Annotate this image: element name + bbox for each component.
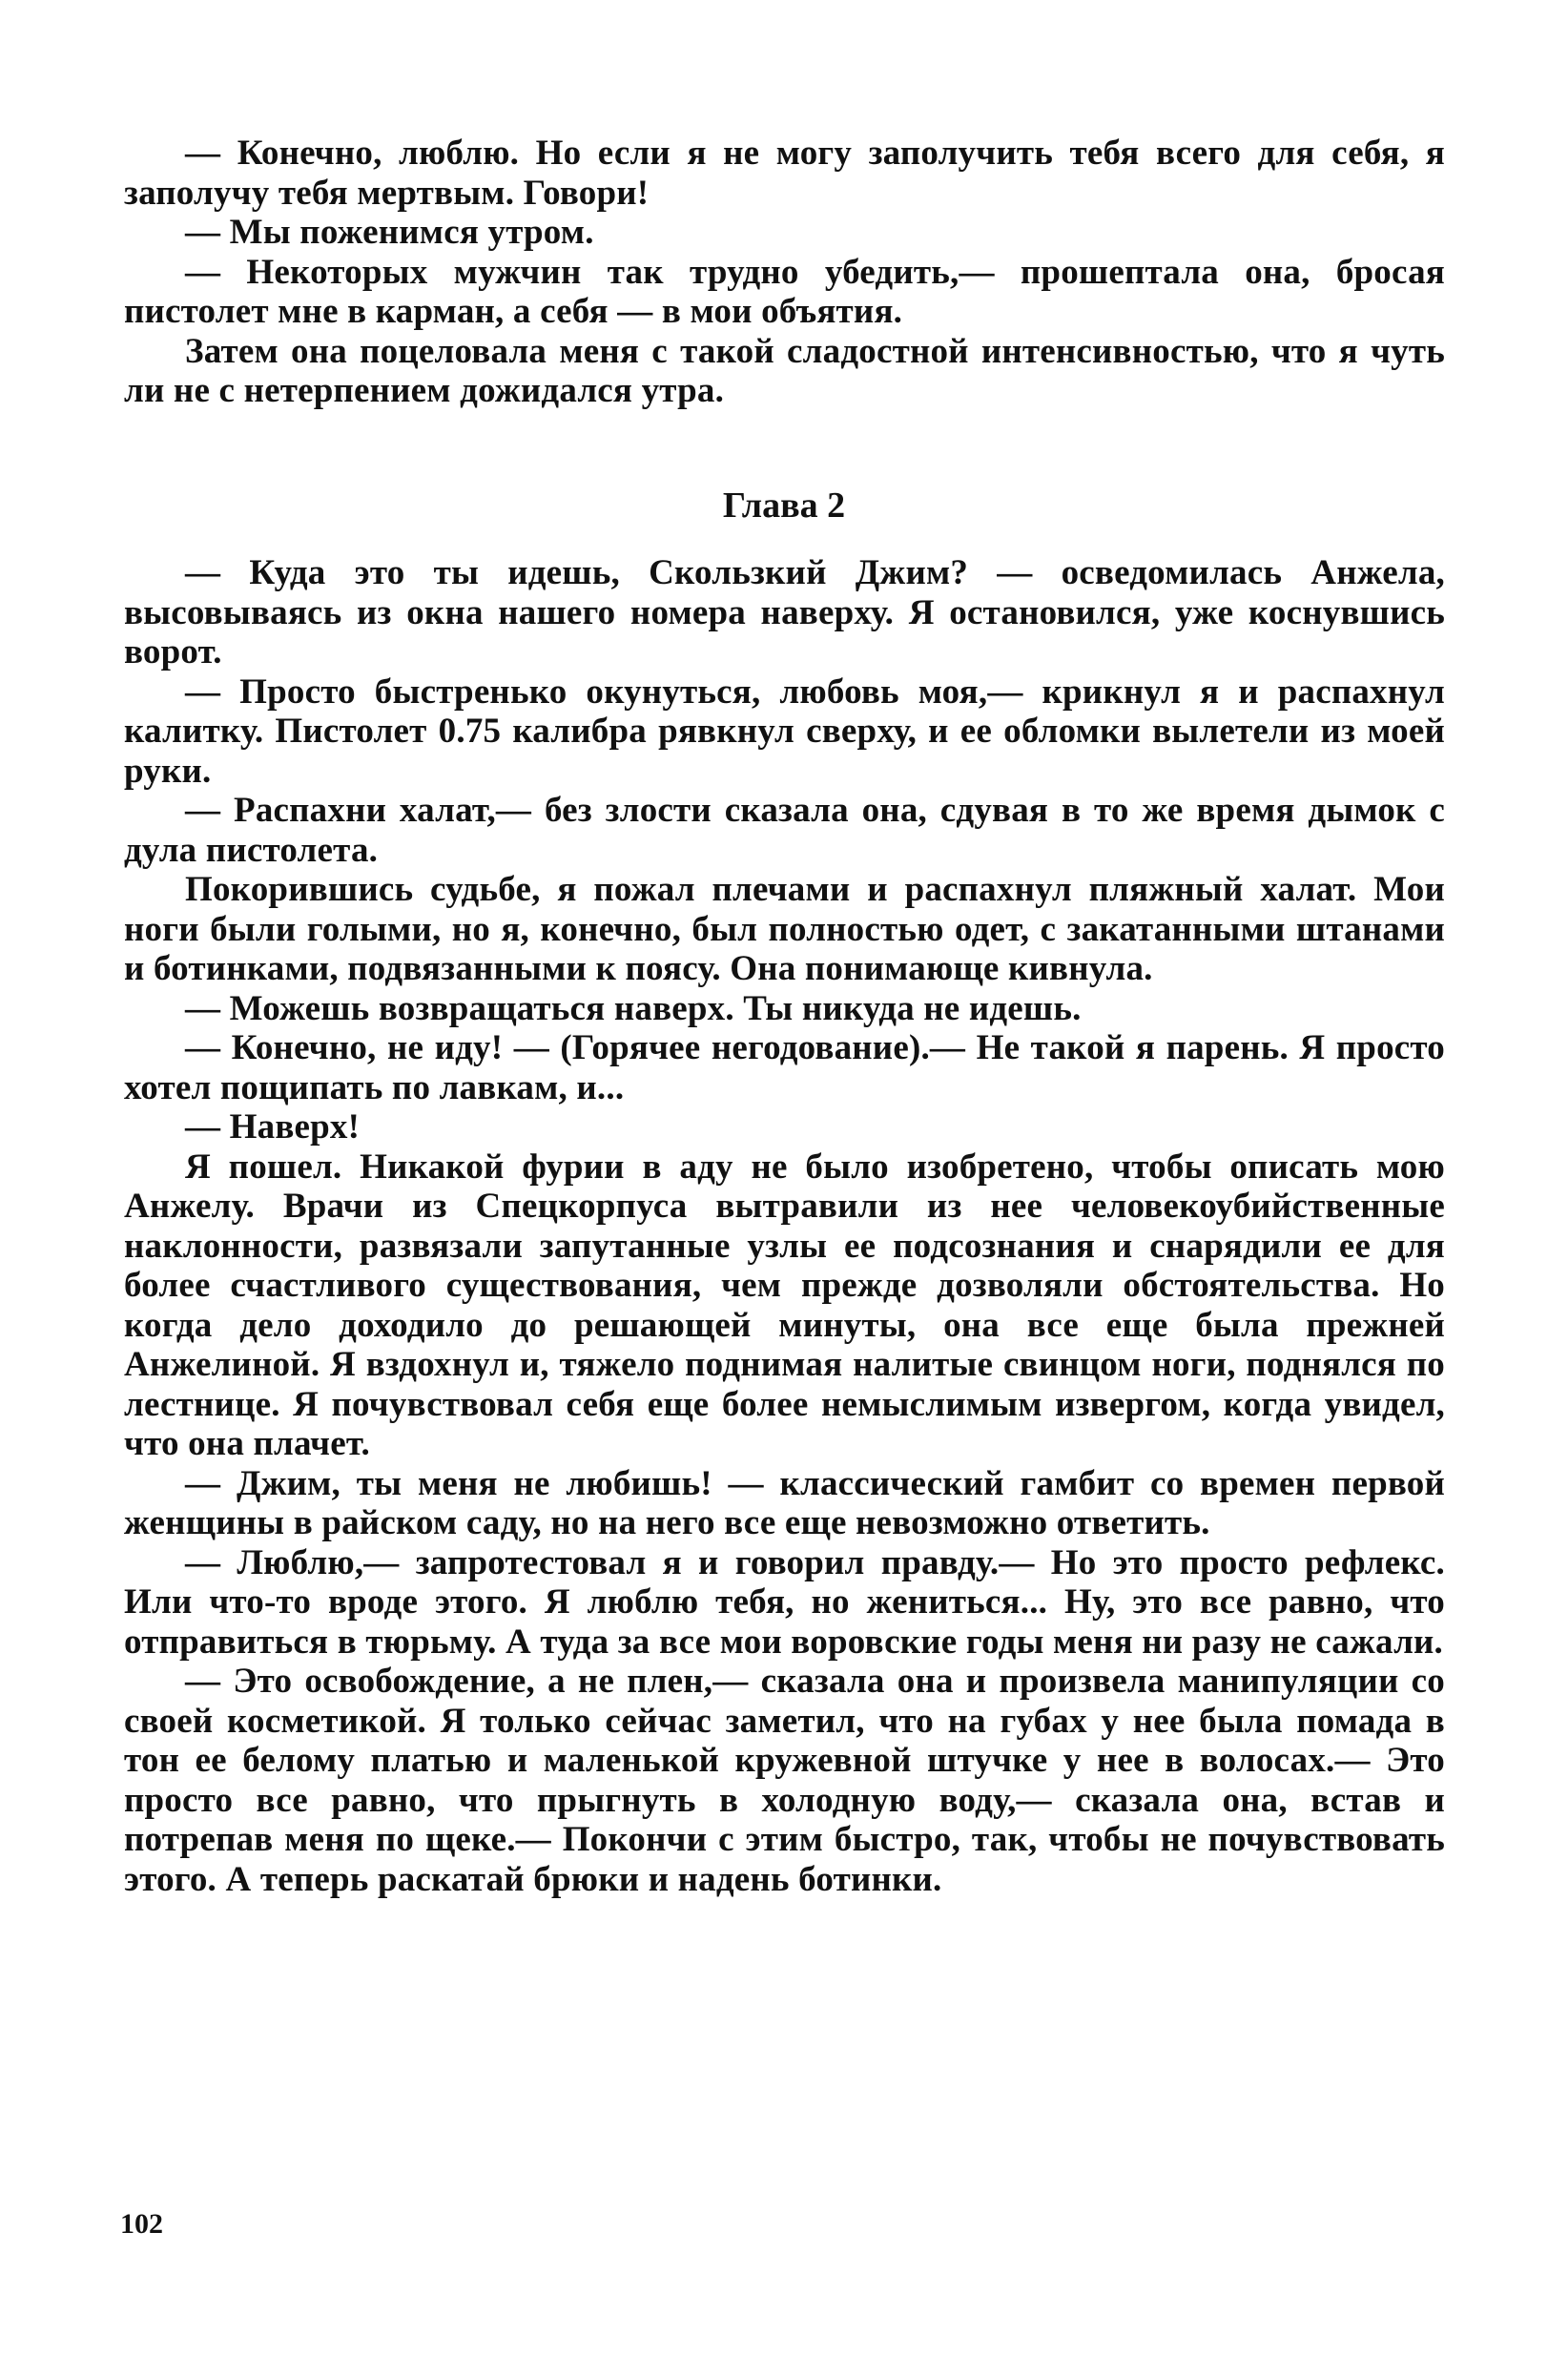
paragraph: — Мы поженимся утром. — [185, 213, 594, 252]
paragraph: — Распахни халат,— без злости сказала она, сдувая в то же время дымок с дула пистолета. — [124, 791, 1445, 870]
chapter-heading: Глава 2 — [722, 486, 846, 526]
paragraph: — Люблю,— запротестовал я и говорил правду.— Но это просто рефлекс. Или что-то вроде этого. Я люблю тебя, но жениться... Ну, это все равно, что отправиться в тюрьму. А туда за все мои воровские годы меня ни разу не сажали. — [124, 1542, 1445, 1662]
paragraph: — Конечно, люблю. Но если я не могу заполучить тебя всего для себя, я заполучу тебя мертвым. Говори! — [124, 134, 1445, 213]
paragraph: — Просто быстренько окунуться, любовь моя,— крикнул я и распахнул калитку. Пистолет 0.75 калибра рявкнул сверху, и ее обломки вылетели из моей руки. — [124, 672, 1445, 791]
paragraph: Я пошел. Никакой фурии в аду не было изобретено, чтобы описать мою Анжелу. Врачи из Спецкорпуса вытравили из нее человекоубийственные наклонности, развязали запутанные узлы ее подсознания и снарядили ее для более счастливого существования, чем прежде дозволяли обстоятельства. Но когда дело доходило до решающей минуты, она все еще была прежней Анжелиной. Я вздохнул и, тяжело поднимая налитые свинцом ноги, поднялся по лестнице. Я почувствовал себя еще более немыслимым извергом, когда увидел, что она плачет. — [124, 1147, 1445, 1463]
paragraph: — Это освобождение, а не плен,— сказала она и произвела манипуляции со своей косметикой. Я только сейчас заметил, что на губах у нее была помада в тон ее белому платью и маленькой кружевной штучке у нее в волосах.— Это просто все равно, что прыгнуть в холодную воду,— сказала она, встав и потрепав меня по щеке.— Покончи с этим быстро, так, чтобы не почувствовать этого. А теперь раскатай брюки и надень ботинки. — [124, 1662, 1445, 1899]
chapter-text-block — [124, 553, 1445, 1899]
paragraph: — Можешь возвращаться наверх. Ты никуда не идешь. — [185, 988, 1082, 1028]
page-number: 102 — [120, 2208, 163, 2240]
paragraph: Затем она поцеловала меня с такой сладостной интенсивностью, что я чуть ли не с нетерпением дожидался утра. — [124, 331, 1445, 410]
paragraph: — Наверх! — [185, 1107, 361, 1147]
paragraph: — Конечно, не иду! — (Горячее негодование).— Не такой я парень. Я просто хотел пощипать по лавкам, и... — [124, 1028, 1445, 1107]
top-text-block — [124, 134, 1445, 411]
paragraph: Покорившись судьбе, я пожал плечами и распахнул пляжный халат. Мои ноги были голыми, но я, конечно, был полностью одет, с закатанными штанами и ботинками, подвязанными к поясу. Она понимающе кивнула. — [124, 870, 1445, 988]
paragraph: — Куда это ты идешь, Скользкий Джим? — осведомилась Анжела, высовываясь из окна нашего номера наверху. Я остановился, уже коснувшись ворот. — [124, 553, 1445, 672]
paragraph: — Некоторых мужчин так трудно убедить,— прошептала она, бросая пистолет мне в карман, а себя — в мои объятия. — [124, 252, 1445, 331]
paragraph: — Джим, ты меня не любишь! — классический гамбит со времен первой женщины в райском саду, но на него все еще невозможно ответить. — [124, 1463, 1445, 1542]
